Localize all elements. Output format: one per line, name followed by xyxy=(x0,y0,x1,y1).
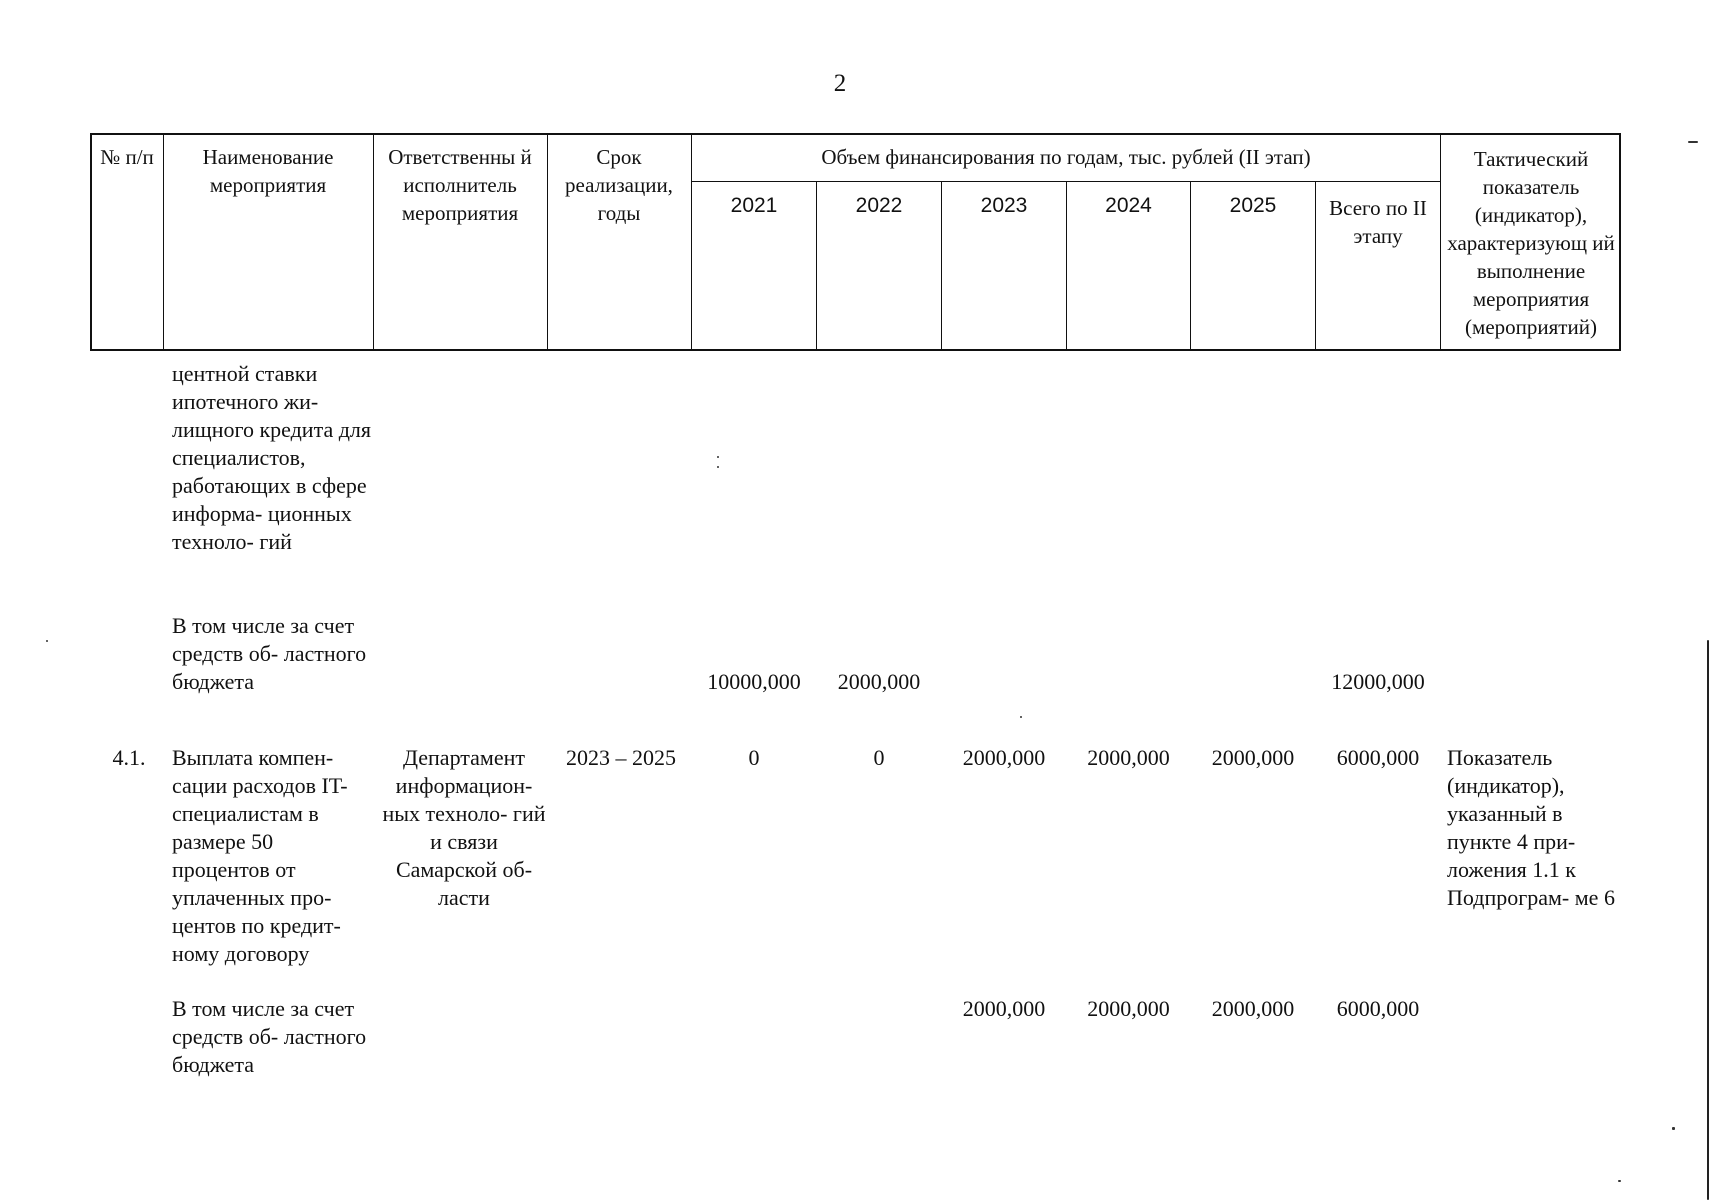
row-41-budget-name: В том числе за счет средств об- ластного бюджета xyxy=(172,996,367,1077)
page-number: 2 xyxy=(833,70,847,97)
row-41-num: 4.1. xyxy=(112,745,146,770)
header-bottom-border xyxy=(90,349,1621,351)
row-41-indicator: Показатель (индикатор), указанный в пункте 4 при- ложения 1.1 к Подпрограм- ме 6 xyxy=(1447,745,1615,910)
header-top-border xyxy=(90,133,1621,135)
row-41-2023: 2000,000 xyxy=(962,745,1046,770)
scan-mark xyxy=(1688,141,1698,143)
cont-budget-2021: 10000,000 xyxy=(707,669,801,694)
header-num: № п/п xyxy=(100,145,154,169)
header-year-2023: 2023 xyxy=(980,194,1028,217)
row-41-2021: 0 xyxy=(748,745,760,770)
col-sep xyxy=(373,133,374,351)
col-sep xyxy=(691,133,692,351)
col-sep xyxy=(1315,181,1316,351)
header-left-border xyxy=(90,133,92,351)
scan-speck xyxy=(717,466,719,468)
col-sep xyxy=(547,133,548,351)
header-indicator: Тактический показатель (индикатор), характеризующ ий выполнение мероприятия (мероприятий) xyxy=(1447,147,1615,339)
row-41-budget-2023: 2000,000 xyxy=(962,996,1046,1021)
header-funding: Объем финансирования по годам, тыс. рублей (II этап) xyxy=(821,145,1311,169)
row-41-executor: Департамент информацион- ных техноло- гий и связи Самарской об- ласти xyxy=(382,745,546,910)
col-sep xyxy=(1440,133,1441,351)
col-sep xyxy=(163,133,164,351)
row-41-name: Выплата компен- сации расходов IT-специалистам в размере 50 процентов от уплаченных про- центов по кредит- ному договору xyxy=(172,745,348,966)
cont-budget-2022: 2000,000 xyxy=(837,669,921,694)
table-header xyxy=(90,133,1621,351)
row-41-2022: 0 xyxy=(873,745,885,770)
header-name: Наименование мероприятия xyxy=(202,145,334,197)
header-year-2024: 2024 xyxy=(1105,194,1152,217)
row-41-budget-2025: 2000,000 xyxy=(1211,996,1295,1021)
header-year-2025: 2025 xyxy=(1229,194,1277,217)
header-period: Срок реализации, годы xyxy=(565,145,673,225)
row-41-period: 2023 – 2025 xyxy=(566,745,676,770)
cont-row-name: центной ставки ипотечного жи- лищного кредита для специалистов, работающих в сфере информа- ционных техноло- гий xyxy=(172,361,372,554)
scan-speck xyxy=(46,640,48,642)
cont-budget-total: 12000,000 xyxy=(1331,669,1425,694)
row-41-budget-total: 6000,000 xyxy=(1336,996,1420,1021)
row-41-2024: 2000,000 xyxy=(1087,745,1170,770)
row-41-2025: 2000,000 xyxy=(1211,745,1295,770)
cont-budget-name: В том числе за счет средств об- ластного бюджета xyxy=(172,613,367,694)
funding-sep xyxy=(691,181,1440,182)
header-total: Всего по II этапу xyxy=(1329,196,1427,248)
row-41-budget-2024: 2000,000 xyxy=(1087,996,1170,1021)
scan-speck xyxy=(1020,716,1022,718)
scan-speck xyxy=(1618,1180,1621,1182)
scan-speck xyxy=(717,456,719,458)
scan-speck xyxy=(1672,1127,1675,1130)
row-41-total: 6000,000 xyxy=(1336,745,1420,770)
header-year-2021: 2021 xyxy=(730,194,778,217)
header-year-2022: 2022 xyxy=(855,194,903,217)
header-executor: Ответственны й исполнитель мероприятия xyxy=(388,145,532,225)
